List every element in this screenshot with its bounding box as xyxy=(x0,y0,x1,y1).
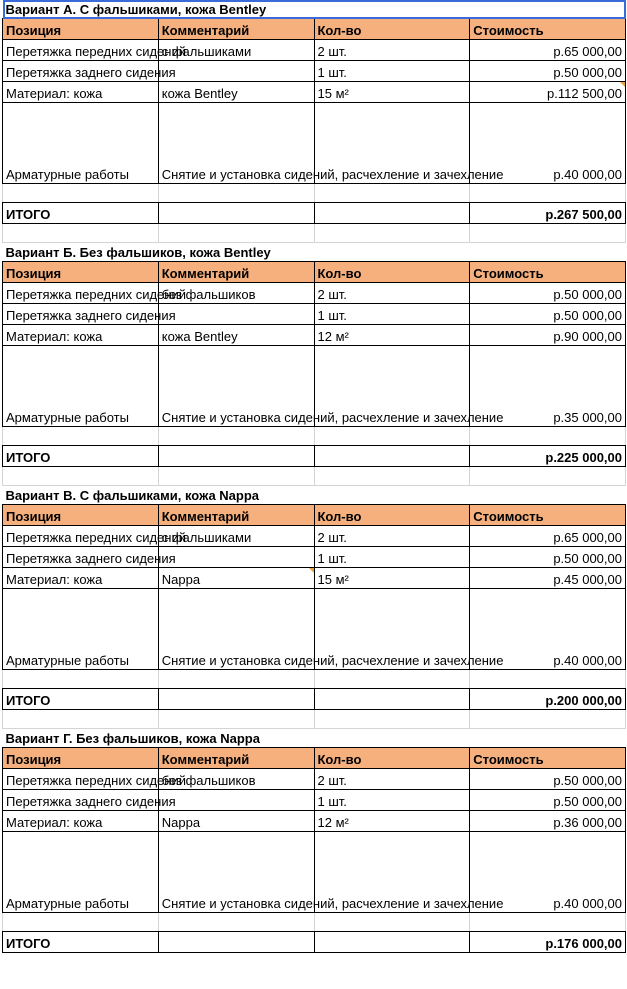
table-row xyxy=(3,40,626,61)
header-qty[interactable]: Кол-во xyxy=(314,505,470,526)
cell-cost[interactable]: р.50 000,00 xyxy=(470,790,626,811)
cell-qty[interactable]: 2 шт. xyxy=(314,40,470,61)
cell-cost[interactable]: р.50 000,00 xyxy=(470,283,626,304)
cell-position[interactable]: Перетяжка заднего сидения xyxy=(3,547,159,568)
variant-title[interactable]: Вариант Г. Без фальшиков, кожа Nappa xyxy=(5,731,260,746)
header-position[interactable]: Позиция xyxy=(3,748,159,769)
empty-cell[interactable] xyxy=(3,710,159,729)
cell-qty[interactable]: 2 шт. xyxy=(314,769,470,790)
empty-cell[interactable] xyxy=(158,184,314,203)
cell-cost[interactable]: р.50 000,00 xyxy=(470,769,626,790)
header-comment[interactable]: Комментарий xyxy=(158,19,314,40)
empty-cell[interactable] xyxy=(470,427,626,446)
variant-title-row xyxy=(3,729,626,748)
empty-cell[interactable] xyxy=(314,689,470,710)
empty-cell[interactable] xyxy=(314,932,470,953)
empty-cell[interactable] xyxy=(314,710,470,729)
table-row xyxy=(3,346,626,427)
total-row xyxy=(3,689,626,710)
empty-cell[interactable] xyxy=(3,913,159,932)
cell-comment[interactable]: Nappa xyxy=(158,811,314,832)
cell-qty[interactable]: 15 м² xyxy=(314,568,470,589)
empty-cell[interactable] xyxy=(3,427,159,446)
variant-title[interactable]: Вариант А. С фальшиками, кожа Bentley xyxy=(3,0,626,19)
cell-position[interactable]: Арматурные работы xyxy=(3,103,159,184)
cell-cost[interactable]: р.65 000,00 xyxy=(470,526,626,547)
cell-qty[interactable]: 1 шт. xyxy=(314,547,470,568)
table-row xyxy=(3,325,626,346)
cell-cost[interactable]: р.35 000,00 xyxy=(470,346,626,427)
cell-comment[interactable] xyxy=(158,547,314,568)
cell-cost[interactable]: р.112 500,00 xyxy=(470,82,626,103)
cell-cost[interactable]: р.50 000,00 xyxy=(470,547,626,568)
empty-cell[interactable] xyxy=(314,467,470,486)
cell-comment[interactable]: Снятие и установка сидений, расчехление и зачехление xyxy=(158,832,314,913)
cell-cost[interactable]: р.45 000,00 xyxy=(470,568,626,589)
table-header-row xyxy=(3,262,626,283)
total-label[interactable]: ИТОГО xyxy=(3,446,159,467)
total-value[interactable]: р.225 000,00 xyxy=(470,446,626,467)
total-label[interactable]: ИТОГО xyxy=(3,932,159,953)
empty-cell[interactable] xyxy=(158,446,314,467)
cell-position[interactable]: Перетяжка передних сидений xyxy=(3,283,159,304)
cell-qty[interactable]: 1 шт. xyxy=(314,61,470,82)
cell-qty[interactable]: 12 м² xyxy=(314,811,470,832)
total-value[interactable]: р.200 000,00 xyxy=(470,689,626,710)
total-value[interactable]: р.176 000,00 xyxy=(470,932,626,953)
empty-row xyxy=(3,670,626,689)
total-label[interactable]: ИТОГО xyxy=(3,689,159,710)
total-row xyxy=(3,932,626,953)
table-row xyxy=(3,82,626,103)
total-row xyxy=(3,446,626,467)
empty-cell[interactable] xyxy=(470,913,626,932)
table-header-row xyxy=(3,19,626,40)
empty-cell[interactable] xyxy=(158,467,314,486)
empty-cell[interactable] xyxy=(158,710,314,729)
cell-qty[interactable]: 12 м² xyxy=(314,325,470,346)
empty-cell[interactable] xyxy=(314,184,470,203)
cell-position[interactable]: Материал: кожа xyxy=(3,811,159,832)
empty-row xyxy=(3,913,626,932)
cell-cost[interactable]: р.40 000,00 xyxy=(470,832,626,913)
variant-title-row xyxy=(3,486,626,505)
spreadsheet-grid xyxy=(2,0,626,953)
cell-position[interactable]: Материал: кожа xyxy=(3,82,159,103)
cell-qty[interactable]: 2 шт. xyxy=(314,526,470,547)
empty-cell[interactable] xyxy=(470,710,626,729)
table-row xyxy=(3,769,626,790)
total-row xyxy=(3,203,626,224)
cell-qty[interactable]: 15 м² xyxy=(314,82,470,103)
variant-title[interactable]: Вариант В. С фальшиками, кожа Nappa xyxy=(5,488,260,503)
cell-position[interactable]: Перетяжка заднего сидения xyxy=(3,61,159,82)
cell-position[interactable]: Арматурные работы xyxy=(3,589,159,670)
cell-position[interactable]: Перетяжка передних сидений xyxy=(3,769,159,790)
cell-cost[interactable]: р.40 000,00 xyxy=(470,589,626,670)
total-value[interactable]: р.267 500,00 xyxy=(470,203,626,224)
table-row xyxy=(3,547,626,568)
header-position[interactable]: Позиция xyxy=(3,19,159,40)
empty-cell[interactable] xyxy=(314,913,470,932)
variant-title[interactable]: Вариант Б. Без фальшиков, кожа Bentley xyxy=(5,245,271,260)
header-qty[interactable]: Кол-во xyxy=(314,19,470,40)
cell-comment[interactable] xyxy=(158,790,314,811)
cell-cost[interactable]: р.50 000,00 xyxy=(470,61,626,82)
empty-cell[interactable] xyxy=(314,446,470,467)
empty-cell[interactable] xyxy=(470,467,626,486)
header-qty[interactable]: Кол-во xyxy=(314,262,470,283)
header-position[interactable]: Позиция xyxy=(3,505,159,526)
empty-cell[interactable] xyxy=(3,184,159,203)
cell-position[interactable]: Арматурные работы xyxy=(3,346,159,427)
cell-cost[interactable]: р.65 000,00 xyxy=(470,40,626,61)
header-comment[interactable]: Комментарий xyxy=(158,748,314,769)
empty-cell[interactable] xyxy=(158,224,314,243)
empty-cell[interactable] xyxy=(470,184,626,203)
empty-cell[interactable] xyxy=(470,670,626,689)
cell-cost[interactable]: р.36 000,00 xyxy=(470,811,626,832)
empty-cell[interactable] xyxy=(158,932,314,953)
cell-comment[interactable]: без фальшиков xyxy=(158,283,314,304)
header-cost[interactable]: Стоимость xyxy=(470,505,626,526)
table-row xyxy=(3,832,626,913)
cell-qty[interactable]: 1 шт. xyxy=(314,790,470,811)
cell-comment[interactable]: кожа Bentley xyxy=(158,82,314,103)
empty-cell[interactable] xyxy=(158,203,314,224)
cell-comment[interactable]: без фальшиков xyxy=(158,769,314,790)
cell-position[interactable]: Арматурные работы xyxy=(3,832,159,913)
table-header-row xyxy=(3,748,626,769)
cell-position[interactable]: Материал: кожа xyxy=(3,568,159,589)
empty-cell[interactable] xyxy=(158,427,314,446)
empty-cell[interactable] xyxy=(3,670,159,689)
header-position[interactable]: Позиция xyxy=(3,262,159,283)
cell-qty[interactable]: 2 шт. xyxy=(314,283,470,304)
spacer-row xyxy=(3,710,626,729)
cell-comment[interactable]: Снятие и установка сидений, расчехление и зачехление xyxy=(158,589,314,670)
cell-position[interactable]: Перетяжка передних сидений xyxy=(3,40,159,61)
table-row xyxy=(3,103,626,184)
empty-cell[interactable] xyxy=(158,689,314,710)
table-row xyxy=(3,568,626,589)
cell-cost[interactable]: р.40 000,00 xyxy=(470,103,626,184)
table-row xyxy=(3,526,626,547)
cell-position[interactable]: Перетяжка заднего сидения xyxy=(3,304,159,325)
cell-comment[interactable]: кожа Bentley xyxy=(158,325,314,346)
table-row xyxy=(3,811,626,832)
cell-qty[interactable]: 1 шт. xyxy=(314,304,470,325)
table-row xyxy=(3,283,626,304)
cell-cost[interactable]: р.50 000,00 xyxy=(470,304,626,325)
cell-cost[interactable]: р.90 000,00 xyxy=(470,325,626,346)
variant-title-row xyxy=(3,0,626,19)
cell-comment[interactable]: с фальшиками xyxy=(158,526,314,547)
header-comment[interactable]: Комментарий xyxy=(158,262,314,283)
spacer-row xyxy=(3,467,626,486)
cell-position[interactable]: Перетяжка передних сидений xyxy=(3,526,159,547)
cell-comment[interactable]: с фальшиками xyxy=(158,40,314,61)
empty-cell[interactable] xyxy=(314,670,470,689)
cell-position[interactable]: Перетяжка заднего сидения xyxy=(3,790,159,811)
empty-row xyxy=(3,184,626,203)
empty-cell[interactable] xyxy=(314,427,470,446)
cell-comment[interactable]: Снятие и установка сидений, расчехление и зачехление xyxy=(158,346,314,427)
header-cost[interactable]: Стоимость xyxy=(470,19,626,40)
empty-cell[interactable] xyxy=(314,224,470,243)
cell-comment[interactable]: Снятие и установка сидений, расчехление и зачехление xyxy=(158,103,314,184)
header-cost[interactable]: Стоимость xyxy=(470,262,626,283)
cell-comment[interactable] xyxy=(158,304,314,325)
header-qty[interactable]: Кол-во xyxy=(314,748,470,769)
empty-row xyxy=(3,427,626,446)
spacer-row xyxy=(3,224,626,243)
empty-cell[interactable] xyxy=(3,224,159,243)
cell-comment[interactable] xyxy=(158,61,314,82)
variant-title-row xyxy=(3,243,626,262)
total-label[interactable]: ИТОГО xyxy=(3,203,159,224)
empty-cell[interactable] xyxy=(158,670,314,689)
empty-cell[interactable] xyxy=(470,224,626,243)
table-row xyxy=(3,589,626,670)
cell-comment[interactable]: Nappa xyxy=(158,568,314,589)
grid-body xyxy=(3,0,626,953)
empty-cell[interactable] xyxy=(314,203,470,224)
table-row xyxy=(3,61,626,82)
table-row xyxy=(3,790,626,811)
table-row xyxy=(3,304,626,325)
table-header-row xyxy=(3,505,626,526)
empty-cell[interactable] xyxy=(3,467,159,486)
header-comment[interactable]: Комментарий xyxy=(158,505,314,526)
empty-cell[interactable] xyxy=(158,913,314,932)
cell-position[interactable]: Материал: кожа xyxy=(3,325,159,346)
header-cost[interactable]: Стоимость xyxy=(470,748,626,769)
